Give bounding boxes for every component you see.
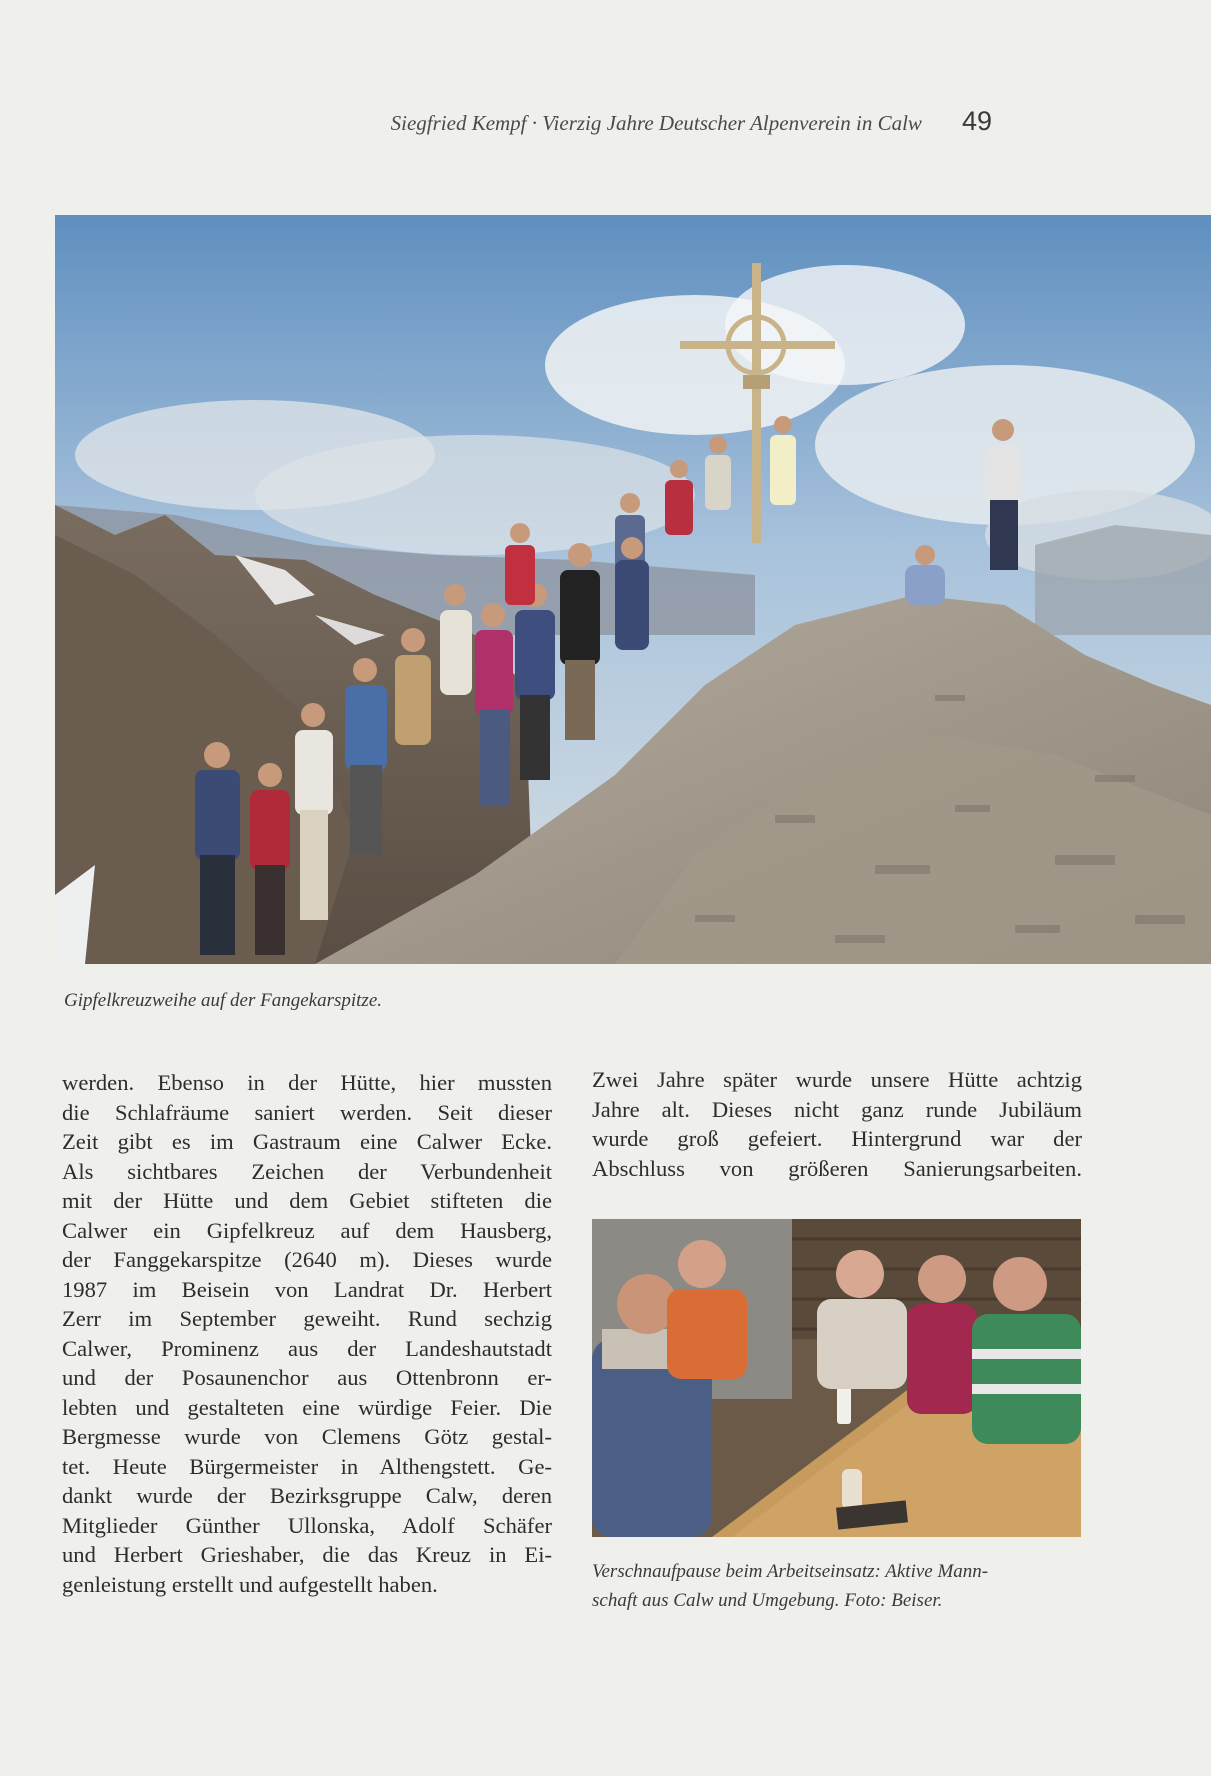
text-line: werden. Ebenso in der Hütte, hier mussten bbox=[62, 1070, 552, 1095]
text-line: Jahre alt. Dieses nicht ganz runde Jubiläum bbox=[592, 1096, 1082, 1122]
text-line: Zeit gibt es im Gastraum eine Calwer Ecke. bbox=[62, 1129, 552, 1154]
summit-cross-photo-image bbox=[55, 215, 1211, 964]
running-header bbox=[330, 106, 992, 137]
text-line: dankt wurde der Bezirksgruppe Calw, deren bbox=[62, 1483, 552, 1508]
work-team-photo bbox=[592, 1219, 1081, 1537]
caption-line: Verschnaufpause beim Arbeitseinsatz: Aktive Mann- bbox=[592, 1561, 989, 1582]
caption-line: schaft aus Calw und Umgebung. Foto: Beiser. bbox=[592, 1590, 943, 1611]
body-text-right-column bbox=[592, 1065, 1082, 1183]
text-line: genleistung erstellt und aufgestellt haben. bbox=[62, 1571, 438, 1597]
text-line: die Schlafräume saniert werden. Seit dieser bbox=[62, 1099, 552, 1125]
work-team-photo-image bbox=[592, 1219, 1081, 1537]
text-line: und Herbert Grieshaber, die das Kreuz in Ei- bbox=[62, 1542, 552, 1567]
text-line: Calwer, Prominenz aus der Landeshautstadt bbox=[62, 1335, 552, 1361]
team-photo-caption bbox=[592, 1557, 1092, 1615]
text-line: Calwer ein Gipfelkreuz auf dem Hausberg, bbox=[62, 1217, 552, 1243]
text-line: Zerr im September geweiht. Rund sechzig bbox=[62, 1306, 552, 1331]
text-line: Mitglieder Günther Ullonska, Adolf Schäfer bbox=[62, 1512, 552, 1538]
text-line: Als sichtbares Zeichen der Verbundenheit bbox=[62, 1158, 552, 1184]
text-line: wurde groß gefeiert. Hintergrund war der bbox=[592, 1126, 1082, 1151]
text-line: mit der Hütte und dem Gebiet stifteten die bbox=[62, 1188, 552, 1213]
text-line: Abschluss von größeren Sanierungsarbeiten. bbox=[592, 1155, 1082, 1181]
text-line: tet. Heute Bürgermeister in Althengstett. Ge- bbox=[62, 1453, 552, 1479]
text-line: und der Posaunenchor aus Ottenbronn er- bbox=[62, 1365, 552, 1390]
running-title: Siegfried Kempf · Vierzig Jahre Deutscher Alpenverein in Calw bbox=[390, 111, 922, 135]
body-text-left-column bbox=[62, 1068, 552, 1599]
text-line: Zwei Jahre später wurde unsere Hütte achtzig bbox=[592, 1067, 1082, 1092]
summit-photo-caption: Gipfelkreuzweihe auf der Fangekarspitze. bbox=[64, 990, 383, 1011]
text-line: der Fanggekarspitze (2640 m). Dieses wurde bbox=[62, 1247, 552, 1272]
text-line: 1987 im Beisein von Landrat Dr. Herbert bbox=[62, 1276, 552, 1302]
page-number: 49 bbox=[961, 106, 992, 136]
summit-cross-photo bbox=[55, 215, 1211, 964]
text-line: lebten und gestalteten eine würdige Feier. Die bbox=[62, 1394, 552, 1420]
text-line: Bergmesse wurde von Clemens Götz gestal- bbox=[62, 1424, 552, 1449]
